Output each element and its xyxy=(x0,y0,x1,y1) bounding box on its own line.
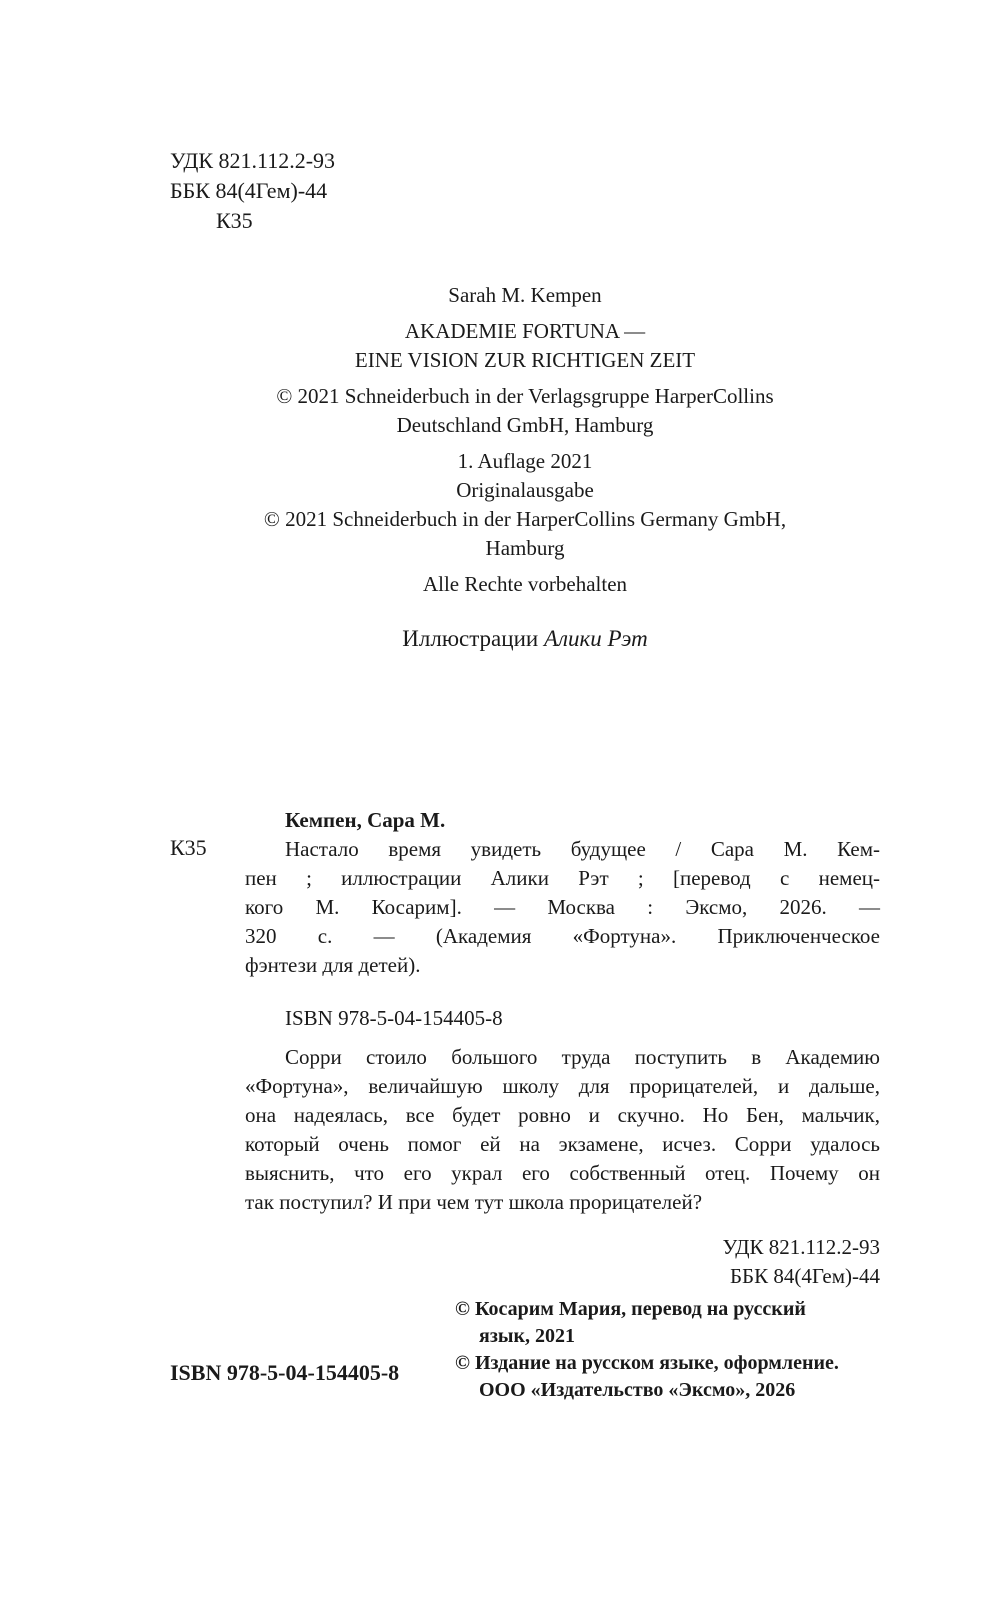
illustrator-name: Алики Рэт xyxy=(543,626,648,651)
original-title-group xyxy=(170,317,880,375)
catalog-author-heading: Кемпен, Сара М. xyxy=(285,808,446,832)
annotation-line: который очень помог ей на экзамене, исчез. Сорри удалось xyxy=(245,1132,880,1156)
publisher-copyright-line: ООО «Издательство «Эксмо», 2026 xyxy=(479,1379,796,1401)
annotation-line: «Фортуна», величайшую школу для прорицателей, и дальше, xyxy=(245,1074,880,1098)
original-edition-line: Originalausgabe xyxy=(456,478,594,502)
cataloging-codes-right xyxy=(245,1233,880,1291)
original-copyright-line: Deutschland GmbH, Hamburg xyxy=(396,413,654,437)
catalog-author-sign: К35 xyxy=(170,835,207,860)
publisher-copyright-line: © Издание на русском языке, оформление. xyxy=(455,1352,839,1374)
catalog-description-line: кого М. Косарим]. — Москва : Эксмо, 2026. — xyxy=(245,895,880,919)
annotation-line: она надеялась, все будет ровно и скучно. Но Бен, мальчик, xyxy=(245,1103,880,1127)
author-sign-top: К35 xyxy=(216,208,253,233)
catalog-description-line: Настало время увидеть будущее / Сара М. Кем- xyxy=(285,837,880,861)
udk-code-right: УДК 821.112.2-93 xyxy=(722,1235,880,1259)
original-copyright-group xyxy=(170,382,880,440)
catalog-card-text xyxy=(245,806,880,1291)
translation-copyright-line: язык, 2021 xyxy=(479,1325,575,1347)
annotation-block xyxy=(245,1043,880,1217)
rights-reserved-line: Alle Rechte vorbehalten xyxy=(422,572,628,596)
original-edition-line: 1. Auflage 2021 xyxy=(457,449,593,473)
translation-copyright-line: © Косарим Мария, перевод на русский xyxy=(455,1298,806,1320)
catalog-description-line: фэнтези для детей). xyxy=(245,953,421,977)
original-title-line: EINE VISION ZUR RICHTIGEN ZEIT xyxy=(354,348,696,372)
translation-copyright-block xyxy=(455,1296,895,1404)
original-author: Sarah M. Kempen xyxy=(448,283,602,307)
catalog-description-line: 320 с. — (Академия «Фортуна». Приключенческое xyxy=(245,924,880,948)
original-edition-line: © 2021 Schneiderbuch in der HarperCollins Germany GmbH, xyxy=(263,507,787,531)
illustrations-label: Иллюстрации xyxy=(402,626,539,651)
catalog-description-line: пен ; иллюстрации Алики Рэт ; [перевод с немец- xyxy=(245,866,880,890)
original-copyright-line: © 2021 Schneiderbuch in der Verlagsgruppe HarperCollins xyxy=(276,384,774,408)
annotation-line: так поступил? И при чем тут школа прорицателей? xyxy=(245,1190,703,1214)
illustrations-credit xyxy=(170,626,880,652)
original-author-group xyxy=(170,281,880,310)
original-rights-group xyxy=(170,570,880,599)
original-edition-line: Hamburg xyxy=(485,536,565,560)
annotation-line: выяснить, что его украл его собственный отец. Почему он xyxy=(245,1161,880,1185)
original-edition-block xyxy=(170,281,880,606)
original-edition-group xyxy=(170,447,880,563)
bbk-code-top: ББК 84(4Гем)-44 xyxy=(170,178,328,203)
catalog-isbn: ISBN 978-5-04-154405-8 xyxy=(285,1006,503,1030)
annotation-line: Сорри стоило большого труда поступить в Академию xyxy=(285,1045,880,1069)
bottom-isbn: ISBN 978-5-04-154405-8 xyxy=(170,1360,400,1385)
udk-code-top: УДК 821.112.2-93 xyxy=(170,148,336,173)
cataloging-codes-top xyxy=(170,146,335,236)
catalog-card xyxy=(170,806,880,1291)
original-title-line: AKADEMIE FORTUNA — xyxy=(404,319,646,343)
bbk-code-right: ББК 84(4Гем)-44 xyxy=(729,1264,880,1288)
